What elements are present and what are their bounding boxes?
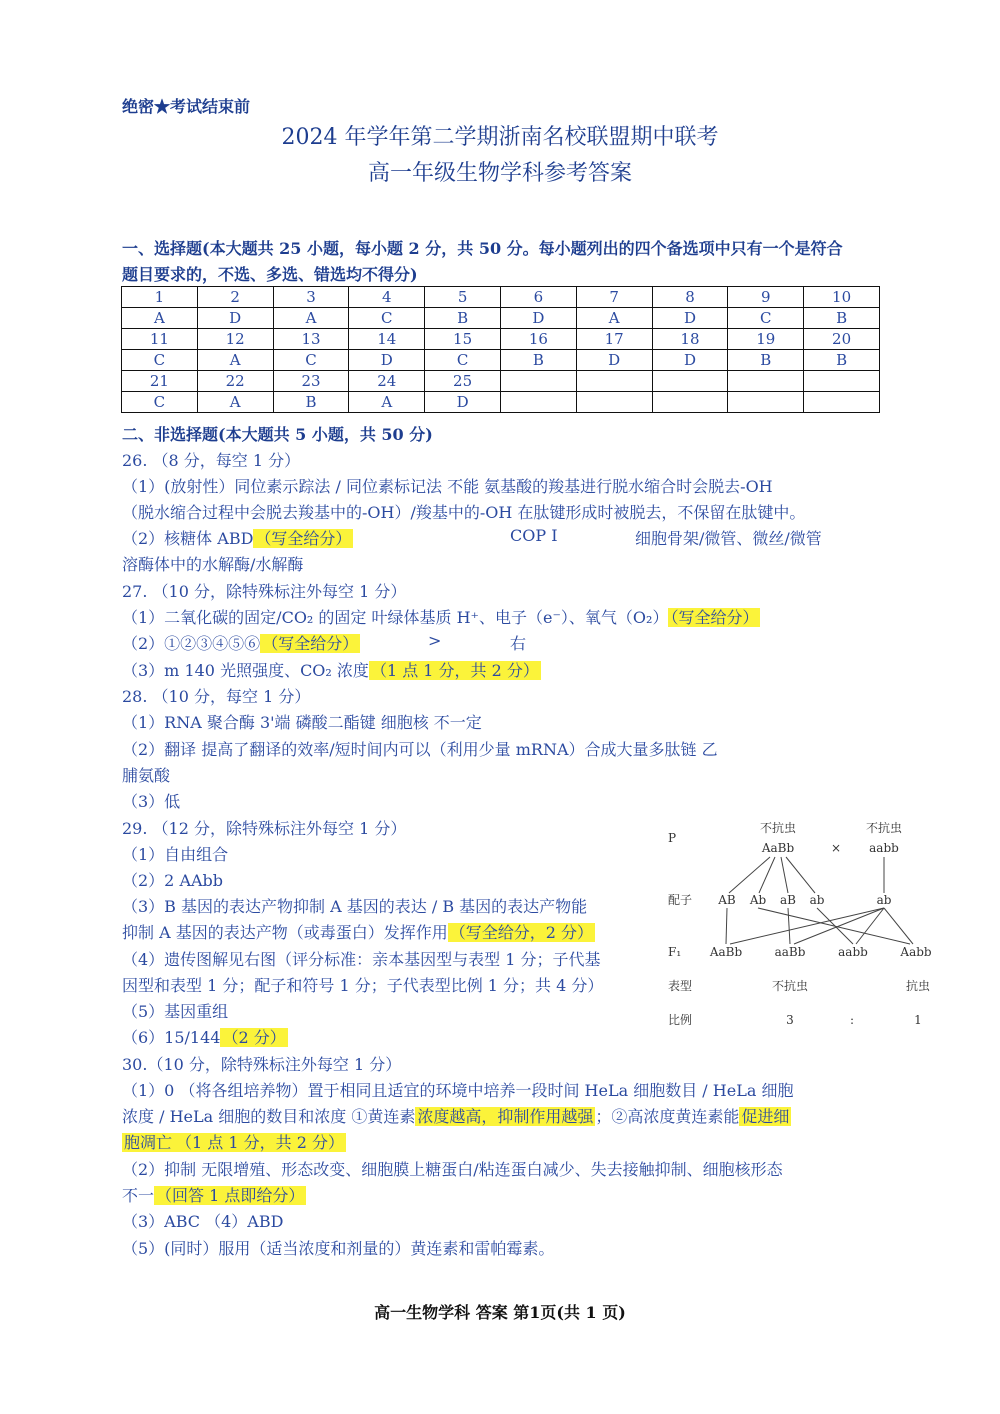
q29-line3: （3）B 基因的表达产物抑制 A 基因的表达 / B 基因的表达产物能 (122, 897, 588, 916)
answer-table-cell: 16 (500, 329, 576, 350)
q26-line1: （1）(放射性）同位素示踪法 / 同位素标记法 不能 氨基酸的羧基进行脱水缩合时会脱去-OH (122, 477, 773, 496)
answer-table-cell (500, 392, 576, 413)
row-label-phenotype: 表型 (668, 979, 693, 993)
q30-line2 (122, 1104, 791, 1127)
q29-title: 29. （12 分，除特殊标注外每空 1 分） (122, 819, 407, 838)
section1-heading-line1: 一、选择题(本大题共 25 小题，每小题 2 分，共 50 分。每小题列出的四个备选项中只有一个是符合 (122, 239, 843, 258)
answer-table-cell: 11 (122, 329, 198, 350)
q30-line5 (122, 1183, 306, 1206)
exam-title: 2024 年学年第二学期浙南名校联盟期中联考 (281, 125, 719, 150)
answer-table-cell (576, 371, 652, 392)
genetic-cross-diagram (660, 814, 945, 1034)
answer-table-cell: 13 (273, 329, 349, 350)
answer-table-cell: A (273, 308, 349, 329)
answer-table-cell: D (500, 308, 576, 329)
parent1-genotype: AaBb (761, 841, 795, 855)
q29-line1: （1）自由组合 (122, 845, 229, 864)
q30-line4: （2）抑制 无限增殖、形态改变、细胞膜上糖蛋白/粘连蛋白减少、失去接触抑制、细胞核形态 (122, 1160, 783, 1179)
highlight-note: 胞凋亡 (124, 1133, 173, 1152)
highlight-note: （2 分） (222, 1028, 286, 1047)
q27-title: 27. （10 分，除特殊标注外每空 1 分） (122, 582, 407, 601)
q29-line4 (122, 920, 595, 943)
answer-table-cell (728, 371, 804, 392)
answer-table-cell: 1 (122, 287, 198, 308)
parent2-phenotype: 不抗虫 (865, 821, 903, 835)
q26-line2: （脱水缩合过程中会脱去羧基中的-OH）/羧基中的-OH 在肽键形成时被脱去，不保留在肽键中。 (122, 503, 806, 522)
answer-table-cell: 7 (576, 287, 652, 308)
gamete-ab-2: Ab (749, 893, 767, 907)
answer-table-cell: B (804, 308, 880, 329)
q30-1-answer: 浓度 / HeLa 细胞的数目和浓度 ①黄连素 (122, 1107, 416, 1126)
answer-table-cell: 12 (197, 329, 273, 350)
q27-line3 (122, 658, 541, 681)
answer-table-cell: 24 (349, 371, 425, 392)
answer-table-row (122, 350, 880, 371)
answer-table-cell: C (425, 350, 501, 371)
answer-table-cell: D (197, 308, 273, 329)
highlight-note: 促进细 (741, 1107, 790, 1126)
q26-title: 26. （8 分，每空 1 分） (122, 451, 301, 470)
q30-line6: （3）ABC （4）ABD (122, 1212, 284, 1231)
highlight-note: 浓度越高，抑制作用越强 (417, 1107, 594, 1126)
q30-2-answer: 不一 (122, 1186, 155, 1205)
answer-table-cell: 23 (273, 371, 349, 392)
answer-table-cell: B (273, 392, 349, 413)
answer-table-cell (804, 371, 880, 392)
gamete-ab-1: AB (718, 893, 736, 907)
q30-line1: （1）0 （将各组培养物）置于相同且适宜的环境中培养一段时间 HeLa 细胞数目 / HeLa 细胞 (122, 1081, 794, 1100)
q27-greater: > (428, 631, 442, 650)
highlight-note: （1 点 1 分，共 2 分） (370, 661, 539, 680)
answer-table-cell: C (728, 308, 804, 329)
q27-right: 右 (510, 634, 527, 653)
answer-table-row (122, 308, 880, 329)
q27-2-answer: （2）①②③④⑤⑥ (122, 634, 261, 653)
answer-table-cell: A (576, 308, 652, 329)
highlight-note: （写全给分） (262, 634, 359, 653)
highlight-note: （回答 1 点即给分） (156, 1186, 305, 1205)
q28-line3: 脯氨酸 (122, 766, 171, 785)
answer-table-cell: 20 (804, 329, 880, 350)
gamete-ab-3: aB (780, 893, 796, 907)
row-label-f1: F₁ (668, 945, 682, 959)
answer-table-row (122, 329, 880, 350)
answer-table-cell: D (349, 350, 425, 371)
q30-1-answer-cont: ；②高浓度黄连素能 (595, 1107, 740, 1126)
answer-table-cell: B (500, 350, 576, 371)
q29-line2: （2）2 AAbb (122, 871, 224, 890)
answer-table-cell: 9 (728, 287, 804, 308)
answer-table-cell: 8 (652, 287, 728, 308)
answer-table-row (122, 392, 880, 413)
answer-table-cell: D (425, 392, 501, 413)
q30-line3 (122, 1130, 346, 1153)
answer-table-cell: 4 (349, 287, 425, 308)
exam-subtitle: 高一年级生物学科参考答案 (367, 161, 632, 186)
q26-cop: COP I (510, 526, 558, 545)
answer-table-cell: 25 (425, 371, 501, 392)
answer-table-row (122, 287, 880, 308)
answer-table-cell: 18 (652, 329, 728, 350)
confidential-mark: 绝密★考试结束前 (122, 97, 251, 116)
answer-table-cell (804, 392, 880, 413)
answer-table-cell: A (349, 392, 425, 413)
row-label-p: P (668, 831, 677, 845)
answer-table-cell: A (122, 308, 198, 329)
q28-title: 28. （10 分，每空 1 分） (122, 687, 311, 706)
cross-symbol: × (830, 841, 842, 855)
answer-table-cell: 2 (197, 287, 273, 308)
q29-6-answer: （6）15/144 (122, 1028, 221, 1047)
answer-table-cell: B (804, 350, 880, 371)
answer-table-cell: A (197, 350, 273, 371)
q27-line2 (122, 631, 360, 654)
answer-table-cell: 19 (728, 329, 804, 350)
page-footer: 高一生物学科 答案 第1页(共 1 页) (374, 1303, 626, 1322)
answer-table-cell: C (122, 350, 198, 371)
q26-line4: 溶酶体中的水解酶/水解酶 (122, 555, 304, 574)
answer-table-cell: 3 (273, 287, 349, 308)
answer-table-cell: C (273, 350, 349, 371)
highlight-note: （写全给分） (255, 529, 352, 548)
q28-line4: （3）低 (122, 792, 181, 811)
answer-table-cell: 5 (425, 287, 501, 308)
q29-line6: 因型和表型 1 分；配子和符号 1 分；子代表型比例 1 分；共 4 分） (122, 976, 604, 995)
answer-table-cell: 17 (576, 329, 652, 350)
row-label-gamete: 配子 (668, 893, 693, 907)
answer-table-cell (500, 371, 576, 392)
q27-3-answer: （3）m 140 光照强度、CO₂ 浓度 (122, 661, 369, 680)
offspring-1: AaBb (709, 945, 743, 959)
ratio-colon: : (849, 1013, 855, 1027)
answer-table-cell: D (652, 350, 728, 371)
parent2-genotype: aabb (869, 841, 899, 855)
section1-heading-line2: 题目要求的，不选、多选、错选均不得分) (122, 265, 418, 284)
offspring-3: aabb (838, 945, 868, 959)
parent1-phenotype: 不抗虫 (759, 821, 797, 835)
highlight-note: （1 点 1 分，共 2 分） (176, 1133, 344, 1152)
q27-line1 (122, 605, 760, 628)
highlight-note: （写全给分） (670, 608, 759, 627)
answer-table-cell: D (576, 350, 652, 371)
section2-heading: 二、非选择题(本大题共 5 小题，共 50 分) (122, 425, 433, 444)
ratio-right: 1 (914, 1013, 922, 1027)
q29-3-answer: 抑制 A 基因的表达产物（或毒蛋白）发挥作用 (122, 923, 448, 942)
answer-table-cell: 21 (122, 371, 198, 392)
answer-table-cell: 22 (197, 371, 273, 392)
q26-2-answer: （2）核糖体 ABD (122, 529, 254, 548)
answer-table-cell: 14 (349, 329, 425, 350)
answer-table-cell: C (349, 308, 425, 329)
answer-table-cell (652, 392, 728, 413)
answer-table-cell (652, 371, 728, 392)
phenotype-resistant: 抗虫 (905, 979, 931, 993)
q26-line3 (122, 526, 353, 549)
answer-table-cell: D (652, 308, 728, 329)
answer-table-cell: 15 (425, 329, 501, 350)
answer-table-cell: A (197, 392, 273, 413)
q29-line8 (122, 1025, 288, 1048)
phenotype-nonresistant: 不抗虫 (771, 979, 809, 993)
answer-table-cell: C (122, 392, 198, 413)
answer-table-cell (576, 392, 652, 413)
q30-line7: （5）(同时）服用（适当浓度和剂量的）黄连素和雷帕霉素。 (122, 1239, 555, 1258)
answer-table-row (122, 371, 880, 392)
answer-table-cell: B (728, 350, 804, 371)
q28-line1: （1）RNA 聚合酶 3'端 磷酸二酯键 细胞核 不一定 (122, 713, 482, 732)
q28-line2: （2）翻译 提高了翻译的效率/短时间内可以（利用少量 mRNA）合成大量多肽链 乙 (122, 740, 718, 759)
ratio-left: 3 (786, 1013, 794, 1027)
highlight-note: （写全给分，2 分） (449, 923, 594, 942)
gamete-ab-4: ab (809, 893, 825, 907)
row-label-ratio: 比例 (668, 1013, 693, 1027)
q30-title: 30.（10 分，除特殊标注外每空 1 分） (122, 1055, 402, 1074)
q26-cytoskeleton: 细胞骨架/微管、微丝/微管 (635, 529, 822, 548)
answer-table-cell: 6 (500, 287, 576, 308)
answer-table-cell: B (425, 308, 501, 329)
q27-1-answer: （1）二氧化碳的固定/CO₂ 的固定 叶绿体基质 H⁺、电子（e⁻）、氧气（O₂） (122, 608, 669, 627)
answer-table-cell (728, 392, 804, 413)
offspring-4: Aabb (900, 945, 932, 959)
offspring-2: aaBb (774, 945, 806, 959)
answer-table (121, 286, 880, 413)
answer-table-cell: 10 (804, 287, 880, 308)
gamete-parent2: ab (876, 893, 892, 907)
q29-line5: （4）遗传图解见右图（评分标准：亲本基因型与表型 1 分；子代基 (122, 950, 601, 969)
q29-line7: （5）基因重组 (122, 1002, 229, 1021)
